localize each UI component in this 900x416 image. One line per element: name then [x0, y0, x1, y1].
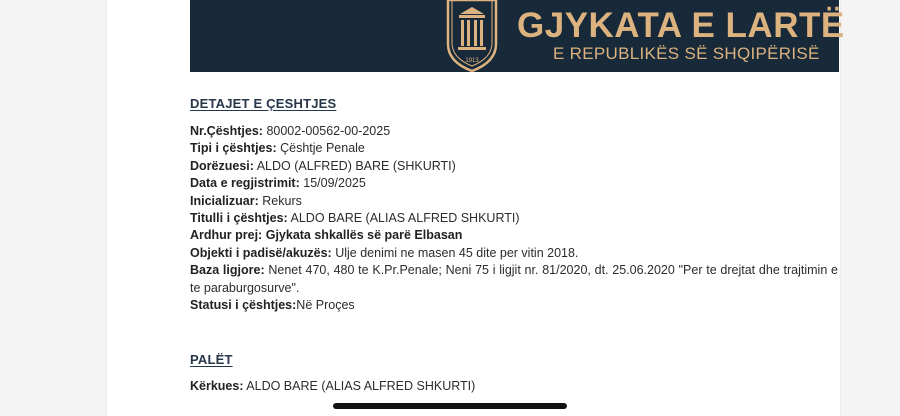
field-case-number: Nr.Çështjes: 80002-00562-00-2025	[190, 124, 391, 138]
field-submitter: Dorëzuesi: ALDO (ALFRED) BARE (SHKURTI)	[190, 158, 456, 173]
parties-heading: PALËT	[190, 352, 233, 367]
field-origin: Ardhur prej: Gjykata shkallës së parë Elbasan	[190, 228, 463, 243]
field-case-type: Tipi i çështjes: Çështje Penale	[190, 141, 365, 156]
field-initiated: Inicializuar: Rekurs	[190, 193, 302, 208]
svg-text:1913: 1913	[465, 58, 479, 64]
field-registration-date: Data e regjistrimit: 15/09/2025	[190, 176, 366, 191]
field-object: Objekti i padisë/akuzës: Ulje denimi ne masen 45 dite per vitin 2018.	[190, 245, 579, 260]
court-name-subtitle: E REPUBLIKËS SË SHQIPËRISË	[553, 44, 820, 63]
field-case-title: Titulli i çështjes: ALDO BARE (ALIAS ALFRED SHKURTI)	[190, 211, 520, 225]
home-indicator[interactable]	[333, 403, 567, 409]
court-banner	[190, 0, 845, 72]
court-emblem-icon	[442, 0, 502, 72]
field-claimant: Kërkues: ALDO BARE (ALIAS ALFRED SHKURTI)	[190, 379, 476, 393]
field-legal-basis: Baza ligjore: Nenet 470, 480 te K.Pr.Penale; Neni 75 i ligjit nr. 81/2020, dt. 25.06.2020 "Per te drejtat dhe trajtimin e te paraburgosurve".	[190, 263, 838, 295]
case-details-heading: DETAJET E ÇESHTJES	[190, 96, 337, 111]
court-name-title: GJYKATA E LARTË	[517, 6, 845, 45]
field-status: Statusi i çështjes:Në Proçes	[190, 298, 355, 312]
